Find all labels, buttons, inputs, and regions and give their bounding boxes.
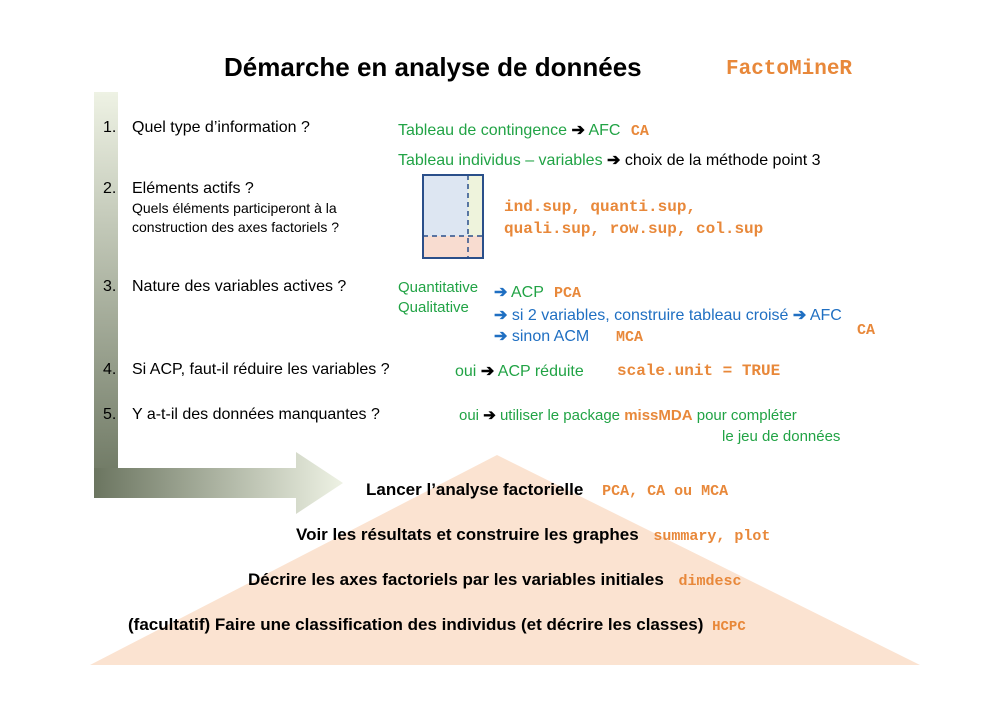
step-3-number: 3. xyxy=(103,278,117,295)
step-5-number: 5. xyxy=(103,406,117,423)
qual-ca-code: CA xyxy=(857,322,876,339)
step-1-choice: choix de la méthode point 3 xyxy=(624,152,821,169)
pyramid-line-4-text: (facultatif) Faire une classification des individus (et décrire les classes) xyxy=(128,615,704,634)
step-2-label: Eléments actifs ? xyxy=(132,180,254,197)
acp-label: ACP xyxy=(510,284,544,301)
pyramid-line-1 xyxy=(366,480,728,500)
qual-afc: AFC xyxy=(809,307,842,324)
flow-arrow-horizontal xyxy=(94,452,343,514)
pyramid-line-3-text: Décrire les axes factoriels par les variables initiales xyxy=(248,570,664,589)
mca-code: MCA xyxy=(616,329,644,346)
pyramid-line-2-text: Voir les résultats et construire les graphes xyxy=(296,525,639,544)
step-4-oui: oui xyxy=(455,363,477,380)
pyramid-line-2 xyxy=(296,525,770,545)
arrow-icon: ➔ xyxy=(494,328,508,345)
pyramid-line-1-code: PCA, CA ou MCA xyxy=(602,483,729,500)
step-5-line-2: le jeu de données xyxy=(722,428,841,445)
pyramid-line-3 xyxy=(248,570,742,590)
step-5-text-pre: utiliser le package xyxy=(499,407,621,424)
step-4-number: 4. xyxy=(103,361,117,378)
arrow-icon: ➔ xyxy=(571,122,585,139)
step-4-answer xyxy=(455,361,584,381)
step-5-text-post: pour compléter xyxy=(696,407,797,424)
step-3-qual-line-2 xyxy=(494,326,589,346)
step-1-line-2 xyxy=(398,150,821,170)
package-name: FactoMineR xyxy=(726,58,853,81)
pca-code: PCA xyxy=(554,285,582,302)
step-2-code-2: quali.sup, row.sup, col.sup xyxy=(504,220,764,238)
arrow-icon: ➔ xyxy=(494,284,508,301)
step-3-label: Nature des variables actives ? xyxy=(132,278,347,295)
step-1-ind-var: Tableau individus – variables xyxy=(398,152,603,169)
quantitative-label: Quantitative xyxy=(398,279,479,296)
arrow-icon: ➔ xyxy=(480,363,495,380)
step-5-oui: oui xyxy=(459,407,480,424)
table-icon xyxy=(423,175,483,258)
step-1-line-1 xyxy=(398,120,649,140)
step-4-label: Si ACP, faut-il réduire les variables ? xyxy=(132,361,390,378)
step-5-label: Y a-t-il des données manquantes ? xyxy=(132,406,380,423)
qualitative-label: Qualitative xyxy=(398,299,469,316)
step-2-code-1: ind.sup, quanti.sup, xyxy=(504,198,697,216)
pyramid-line-4-code: HCPC xyxy=(712,619,746,635)
missmda-name: missMDA xyxy=(624,407,693,424)
arrow-icon: ➔ xyxy=(607,152,621,169)
qual-acm: sinon ACM xyxy=(511,328,590,345)
pyramid-line-1-text: Lancer l’analyse factorielle xyxy=(366,480,584,499)
pyramid-line-2-code: summary, plot xyxy=(653,528,771,545)
arrow-icon: ➔ xyxy=(483,407,496,424)
step-1-ca-code: CA xyxy=(630,123,649,140)
page-title: Démarche en analyse de données xyxy=(224,52,642,82)
scale-unit-code: scale.unit = TRUE xyxy=(617,362,781,380)
step-1-label: Quel type d’information ? xyxy=(132,119,310,136)
arrow-icon: ➔ xyxy=(494,307,508,324)
step-5-line-1 xyxy=(459,406,797,424)
pyramid-line-3-code: dimdesc xyxy=(678,573,742,590)
step-2-number: 2. xyxy=(103,180,117,197)
arrow-icon: ➔ xyxy=(792,307,807,324)
step-3-qual-line-1 xyxy=(494,305,842,325)
step-1-contingency: Tableau de contingence xyxy=(398,122,568,139)
step-1-afc: AFC xyxy=(588,122,621,139)
step-2-sub-1: Quels éléments participeront à la xyxy=(132,200,337,216)
step-2-sub-2: construction des axes factoriels ? xyxy=(132,219,339,235)
step-3-acp xyxy=(494,282,581,302)
step-4-result: ACP réduite xyxy=(497,363,584,380)
qual-crosstab: si 2 variables, construire tableau croisé xyxy=(511,307,789,324)
step-3-quantitative xyxy=(398,279,478,297)
step-1-number: 1. xyxy=(103,119,117,136)
pyramid-line-4 xyxy=(128,615,746,635)
